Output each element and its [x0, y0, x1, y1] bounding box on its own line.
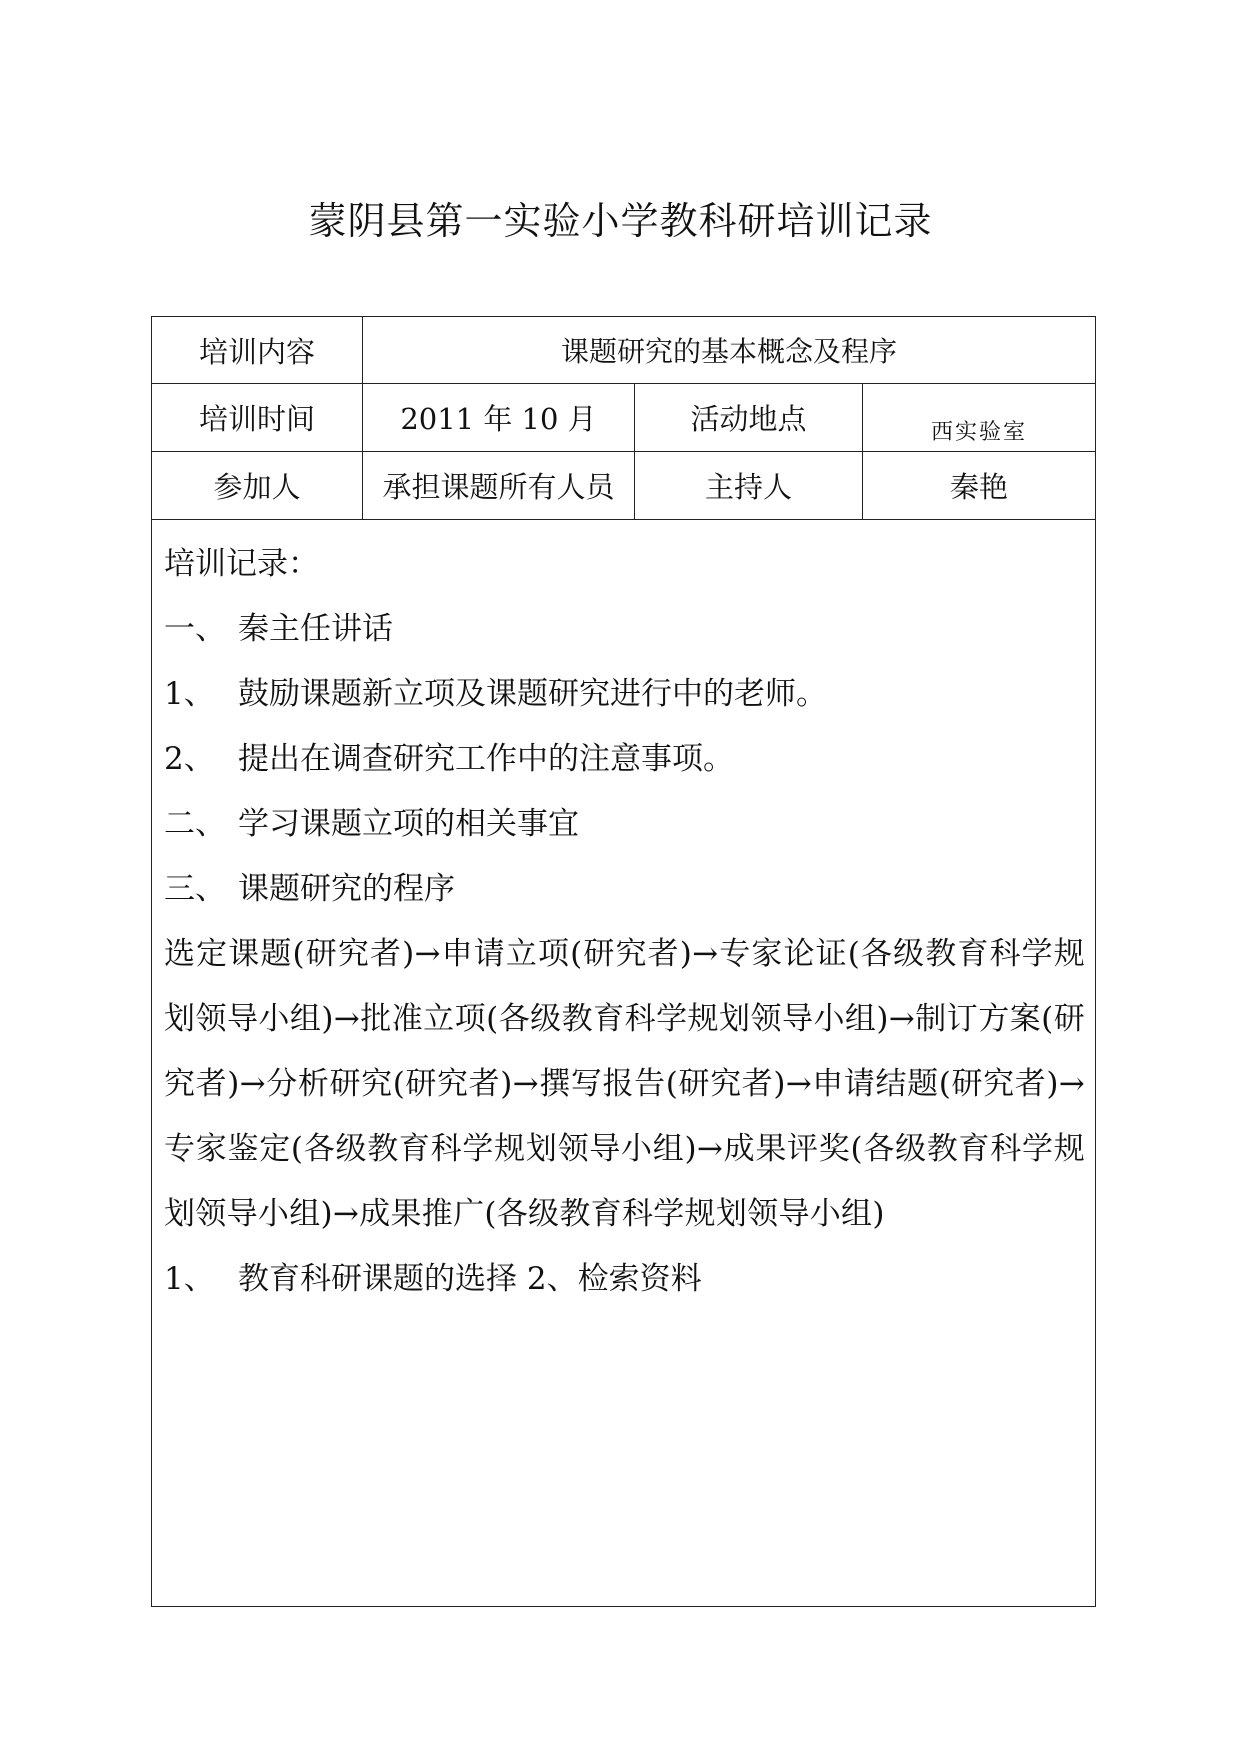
item-number: 2、 [164, 741, 215, 777]
record-item [164, 792, 1085, 857]
time-label: 培训时间 [152, 384, 363, 452]
host-value: 秦艳 [863, 452, 1096, 520]
item-text: 教育科研课题的选择 2、检索资料 [238, 1261, 702, 1297]
document-title: 蒙阴县第一实验小学教科研培训记录 [308, 199, 933, 243]
item-text: 学习课题立项的相关事宜 [238, 806, 579, 842]
record-item [164, 662, 1085, 727]
participants-row [152, 452, 1096, 520]
item-text: 课题研究的程序 [238, 871, 455, 907]
record-item [164, 1247, 1085, 1312]
procedure-paragraph: 选定课题(研究者)→申请立项(研究者)→专家论证(各级教育科学规划领导小组)→批准立项(各级教育科学规划领导小组)→制订方案(研究者)→分析研究(研究者)→撰写报告(研究者)→申请结题(研究者)→专家鉴定(各级教育科学规划领导小组)→成果评奖(各级教育科学规划领导小组)→成果推广(各级教育科学规划领导小组) [164, 936, 1086, 1232]
host-label: 主持人 [635, 452, 863, 520]
item-number: 二、 [164, 806, 226, 842]
item-number: 1、 [164, 1261, 215, 1297]
item-text: 秦主任讲话 [238, 611, 393, 647]
item-number: 1、 [164, 676, 215, 712]
record-item [164, 597, 1085, 662]
time-value: 2011 年 10 月 [363, 384, 635, 452]
content-row [152, 317, 1096, 384]
participants-label: 参加人 [152, 452, 363, 520]
location-label: 活动地点 [635, 384, 863, 452]
content-value-cell [363, 317, 1096, 384]
record-item [164, 857, 1085, 922]
record-item [164, 727, 1085, 792]
content-value: 课题研究的基本概念及程序 [561, 335, 898, 368]
content-label: 培训内容 [152, 317, 363, 384]
record-heading: 培训记录： [164, 546, 319, 582]
item-number: 三、 [164, 871, 226, 907]
training-record-table [151, 316, 1096, 1607]
record-cell [152, 520, 1096, 1607]
record-body [152, 520, 1095, 1312]
participants-value: 承担课题所有人员 [363, 452, 635, 520]
item-number: 一、 [164, 611, 226, 647]
time-row [152, 384, 1096, 452]
location-value: 西实验室 [931, 420, 1028, 445]
record-row [152, 520, 1096, 1607]
item-text: 提出在调查研究工作中的注意事项。 [238, 741, 734, 777]
item-text: 鼓励课题新立项及课题研究进行中的老师。 [238, 676, 827, 712]
location-value-cell [863, 384, 1096, 452]
